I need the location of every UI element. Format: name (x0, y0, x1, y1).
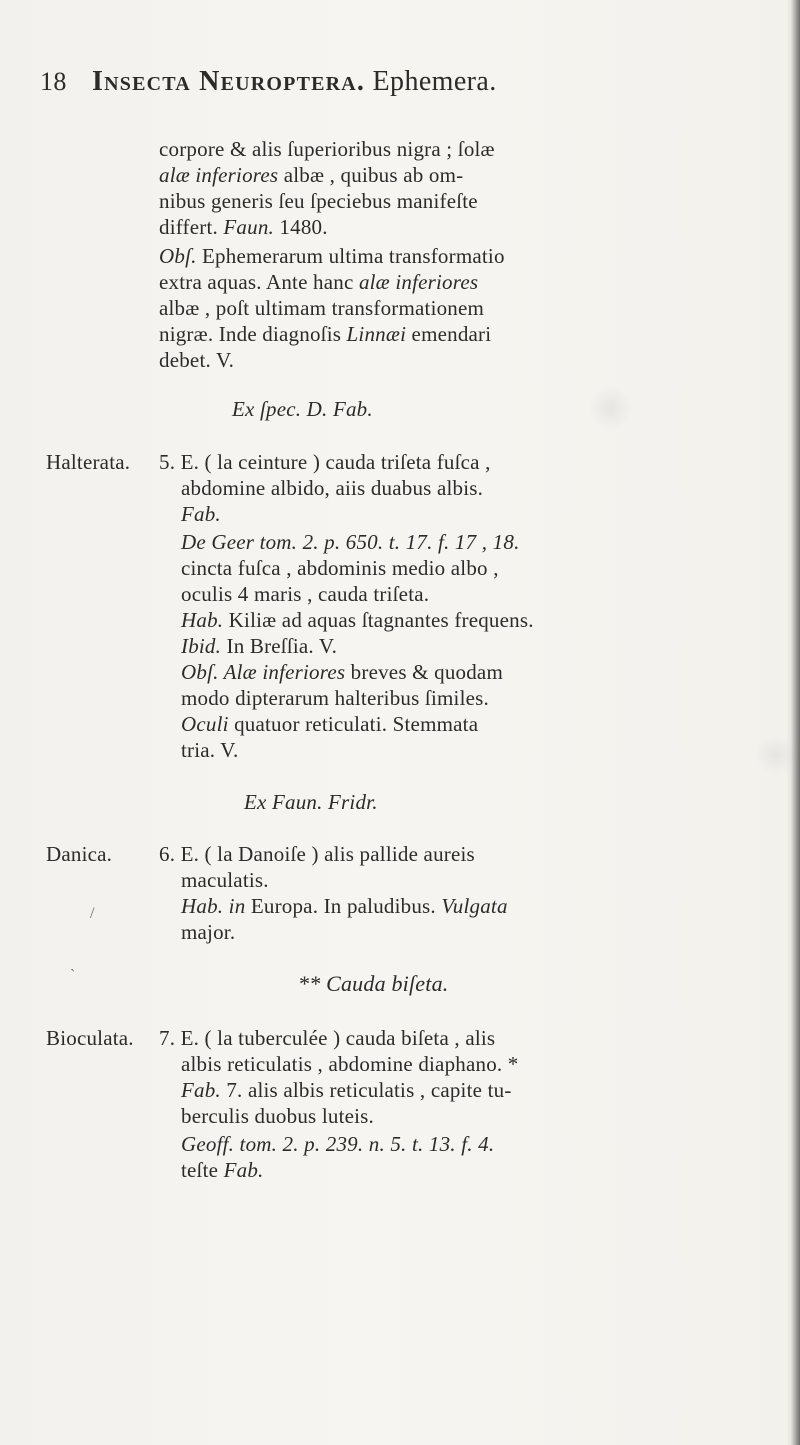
text-line: albæ , poſt ultimam transformationem (159, 296, 485, 320)
text-line: Obſ. Ephemerarum ultima transformatio (159, 244, 505, 268)
species-name-danica: Danica. (46, 842, 113, 866)
text-line: Fab. (181, 502, 221, 526)
text-line: 6. E. ( la Danoiſe ) alis pallide aureis (159, 842, 475, 866)
text-line: 5. E. ( la ceinture ) cauda triſeta fuſca , (159, 450, 491, 474)
text-line: corpore & alis ſuperioribus nigra ; ſolæ (159, 137, 495, 161)
text-line: maculatis. (181, 868, 269, 892)
section-heading: ** Cauda biſeta. (298, 971, 449, 996)
text-line: albis reticulatis , abdomine diaphano. * (181, 1052, 519, 1076)
species-name-bioculata: Bioculata. (46, 1026, 134, 1050)
text-line: teſte Fab. (181, 1158, 264, 1182)
text-line: oculis 4 maris , cauda triſeta. (181, 582, 430, 606)
text-line: extra aquas. Ante hanc alæ inferiores (159, 270, 479, 294)
text-line: berculis duobus luteis. (181, 1104, 374, 1128)
text-line: Hab. in Europa. In paludibus. Vulgata (181, 894, 508, 918)
text-line: cincta fuſca , abdominis medio albo , (181, 556, 499, 580)
stray-mark: / (90, 905, 95, 922)
order-heading: Insecta Neuroptera. (92, 66, 366, 97)
text-line: major. (181, 920, 236, 944)
text-line: modo dipterarum halteribus ſimiles. (181, 686, 489, 710)
source-citation: Ex ſpec. D. Fab. (232, 397, 373, 421)
text-line: Obſ. Alæ inferiores breves & quodam (181, 660, 503, 684)
page-edge-shadow (786, 0, 800, 1445)
text-line: debet. V. (159, 348, 235, 372)
text-line: nigræ. Inde diagnoſis Linnæi emendari (159, 322, 492, 346)
text-line: alæ inferiores albæ , quibus ab om- (159, 163, 464, 187)
text-line: Hab. Kiliæ ad aquas ſtagnantes frequens. (181, 608, 534, 632)
text-line: Geoff. tom. 2. p. 239. n. 5. t. 13. f. 4. (181, 1132, 495, 1156)
running-header (40, 66, 740, 106)
text-line: 7. E. ( la tuberculée ) cauda biſeta , alis (159, 1026, 496, 1050)
text-line: Oculi quatuor reticulati. Stemmata (181, 712, 479, 736)
text-line: nibus generis ſeu ſpeciebus manifeſte (159, 189, 478, 213)
genus-heading: Ephemera. (372, 66, 497, 97)
page-number: 18 (40, 67, 67, 96)
paper-stain (588, 385, 634, 431)
text-line: differt. Faun. 1480. (159, 215, 328, 239)
text-line: Ibid. In Breſſia. V. (181, 634, 338, 658)
text-line: De Geer tom. 2. p. 650. t. 17. f. 17 , 18. (181, 530, 520, 554)
text-line: Fab. 7. alis albis reticulatis , capite tu- (181, 1078, 512, 1102)
species-name-halterata: Halterata. (46, 450, 131, 474)
text-line: tria. V. (181, 738, 239, 762)
text-line: abdomine albido, aiis duabus albis. (181, 476, 484, 500)
source-citation: Ex Faun. Fridr. (244, 790, 378, 814)
stray-mark: ˋ (70, 967, 76, 984)
